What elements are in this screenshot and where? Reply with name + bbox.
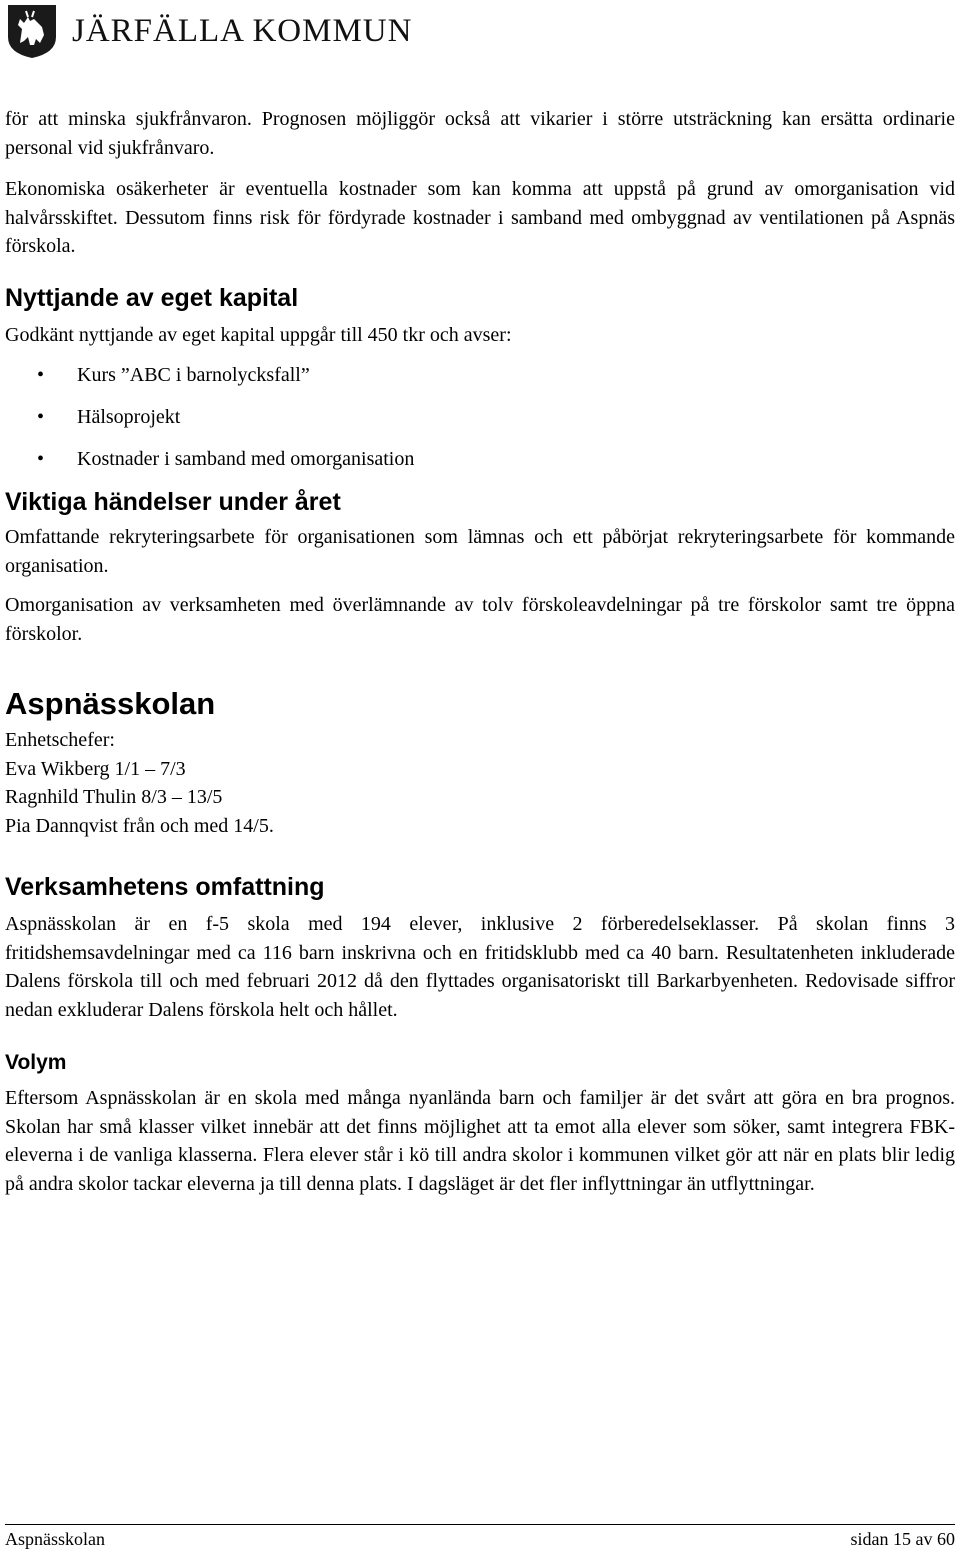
school-heading: Aspnässkolan	[5, 686, 216, 721]
section-heading-scope: Verksamhetens omfattning	[5, 873, 325, 901]
paragraph: Godkänt nyttjande av eget kapital uppgår till 450 tkr och avser:	[5, 323, 512, 346]
text-line: Eva Wikberg 1/1 – 7/3	[5, 757, 186, 780]
organization-name: JÄRFÄLLA KOMMUN	[72, 12, 413, 49]
coat-of-arms-logo-icon	[6, 3, 58, 59]
list-item: • Kostnader i samband med omorganisation	[5, 445, 955, 473]
paragraph: Omorganisation av verksamheten med överlämnande av tolv förskoleavdelningar på tre förskolor samt tre öppna förskolor.	[5, 594, 955, 645]
page-footer	[5, 1524, 955, 1550]
text-line: Pia Dannqvist från och med 14/5.	[5, 814, 274, 837]
footer-section-name: Aspnässkolan	[5, 1529, 105, 1549]
paragraph: för att minska sjukfrånvaron. Prognosen möjliggör också att vikarier i större utsträckning kan ersätta ordinarie personal vid sjukfrånvaro.	[5, 108, 955, 159]
paragraph: Aspnässkolan är en f-5 skola med 194 elever, inklusive 2 förberedelseklasser. På skolan finns 3 fritidshemsavdelningar med ca 116 barn inskrivna och en fritidsklubb med ca 40 barn. Resultatenheten inkluderade Dalens förskola till och med februari 2012 då den flyttades organisatoriskt till Barkarbyenheten. Redovisade siffror nedan exkluderar Dalens förskola helt och hållet.	[5, 913, 955, 1021]
paragraph: Eftersom Aspnässkolan är en skola med många nyanlända barn och familjer är det svårt att göra en bra prognos. Skolan har små klasser vilket innebär att det finns möjlighet att ta emot alla elever som söker, samt integrera FBK-eleverna i de vanliga klasserna. Flera elever står i kö till andra skolor i kommunen vilket gör att när en plats blir ledig på andra skolor tackar eleverna ja till denna plats. I dagsläget är det fler inflyttningar än utflyttningar.	[5, 1087, 955, 1195]
capital-list	[5, 361, 955, 473]
section-heading-volume: Volym	[5, 1051, 67, 1074]
text-line: Enhetschefer:	[5, 729, 115, 751]
page-number: sidan 15 av 60	[850, 1529, 955, 1549]
paragraph: Ekonomiska osäkerheter är eventuella kostnader som kan komma att uppstå på grund av omorganisation vid halvårsskiftet. Dessutom finns risk för fördyrade kostnader i samband med ombyggnad av ventilationen på Aspnäs förskola.	[5, 178, 955, 257]
document-body	[5, 105, 955, 1198]
list-item: • Kurs ”ABC i barnolycksfall”	[5, 361, 955, 389]
section-heading-events: Viktiga händelser under året	[5, 488, 341, 516]
section-heading-capital: Nyttjande av eget kapital	[5, 283, 299, 312]
text-line: Ragnhild Thulin 8/3 – 13/5	[5, 786, 223, 808]
paragraph: Omfattande rekryteringsarbete för organisationen som lämnas och ett påbörjat rekryteringsarbete för kommande organisation.	[5, 526, 955, 577]
page-header	[6, 0, 412, 62]
list-item: • Hälsoprojekt	[5, 403, 955, 431]
